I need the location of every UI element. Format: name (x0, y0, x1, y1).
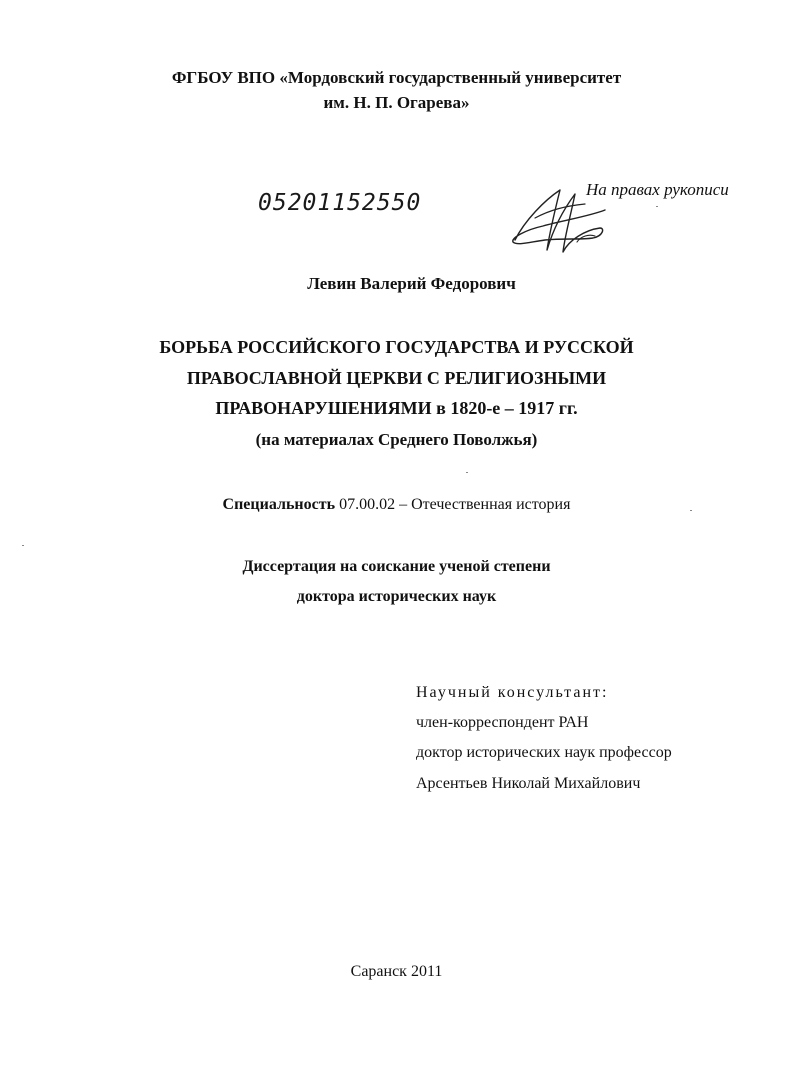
specialty-label: Специальность (222, 496, 336, 513)
scan-speck (22, 545, 24, 546)
dissertation-line-1: Диссертация на соискание ученой степени (242, 558, 551, 575)
author-name: Левин Валерий Федорович (307, 274, 516, 293)
consultant-line-2: доктор исторических наук профессор (416, 744, 672, 761)
scan-speck (690, 510, 692, 511)
specialty-value: 07.00.02 – Отечественная история (335, 496, 571, 513)
specialty (0, 496, 793, 514)
title-line-3: ПРАВОНАРУШЕНИЯМИ в 1820-е – 1917 гг. (215, 398, 578, 418)
institution-line-1: ФГБОУ ВПО «Мордовский государственный университет (171, 68, 622, 87)
scan-speck (466, 472, 468, 473)
consultant-heading: Научный консультант: (416, 684, 609, 701)
place-year: Саранск 2011 (350, 963, 443, 980)
consultant-line-3: Арсентьев Николай Михайлович (416, 775, 641, 792)
title-line-4: (на материалах Среднего Поволжья) (255, 430, 538, 449)
title-line-1: БОРЬБА РОССИЙСКОГО ГОСУДАРСТВА И РУССКОЙ (159, 337, 634, 357)
dissertation-line-2: доктора исторических наук (296, 588, 497, 605)
consultant-line-1: член-корреспондент РАН (416, 714, 589, 731)
registration-number: 05201152550 (258, 190, 422, 216)
scan-speck (656, 206, 658, 207)
title-line-2: ПРАВОСЛАВНОЙ ЦЕРКВИ С РЕЛИГИОЗНЫМИ (186, 368, 607, 388)
manuscript-note: На правах рукописи (586, 180, 729, 199)
institution-line-2: им. Н. П. Огарева» (323, 93, 470, 112)
